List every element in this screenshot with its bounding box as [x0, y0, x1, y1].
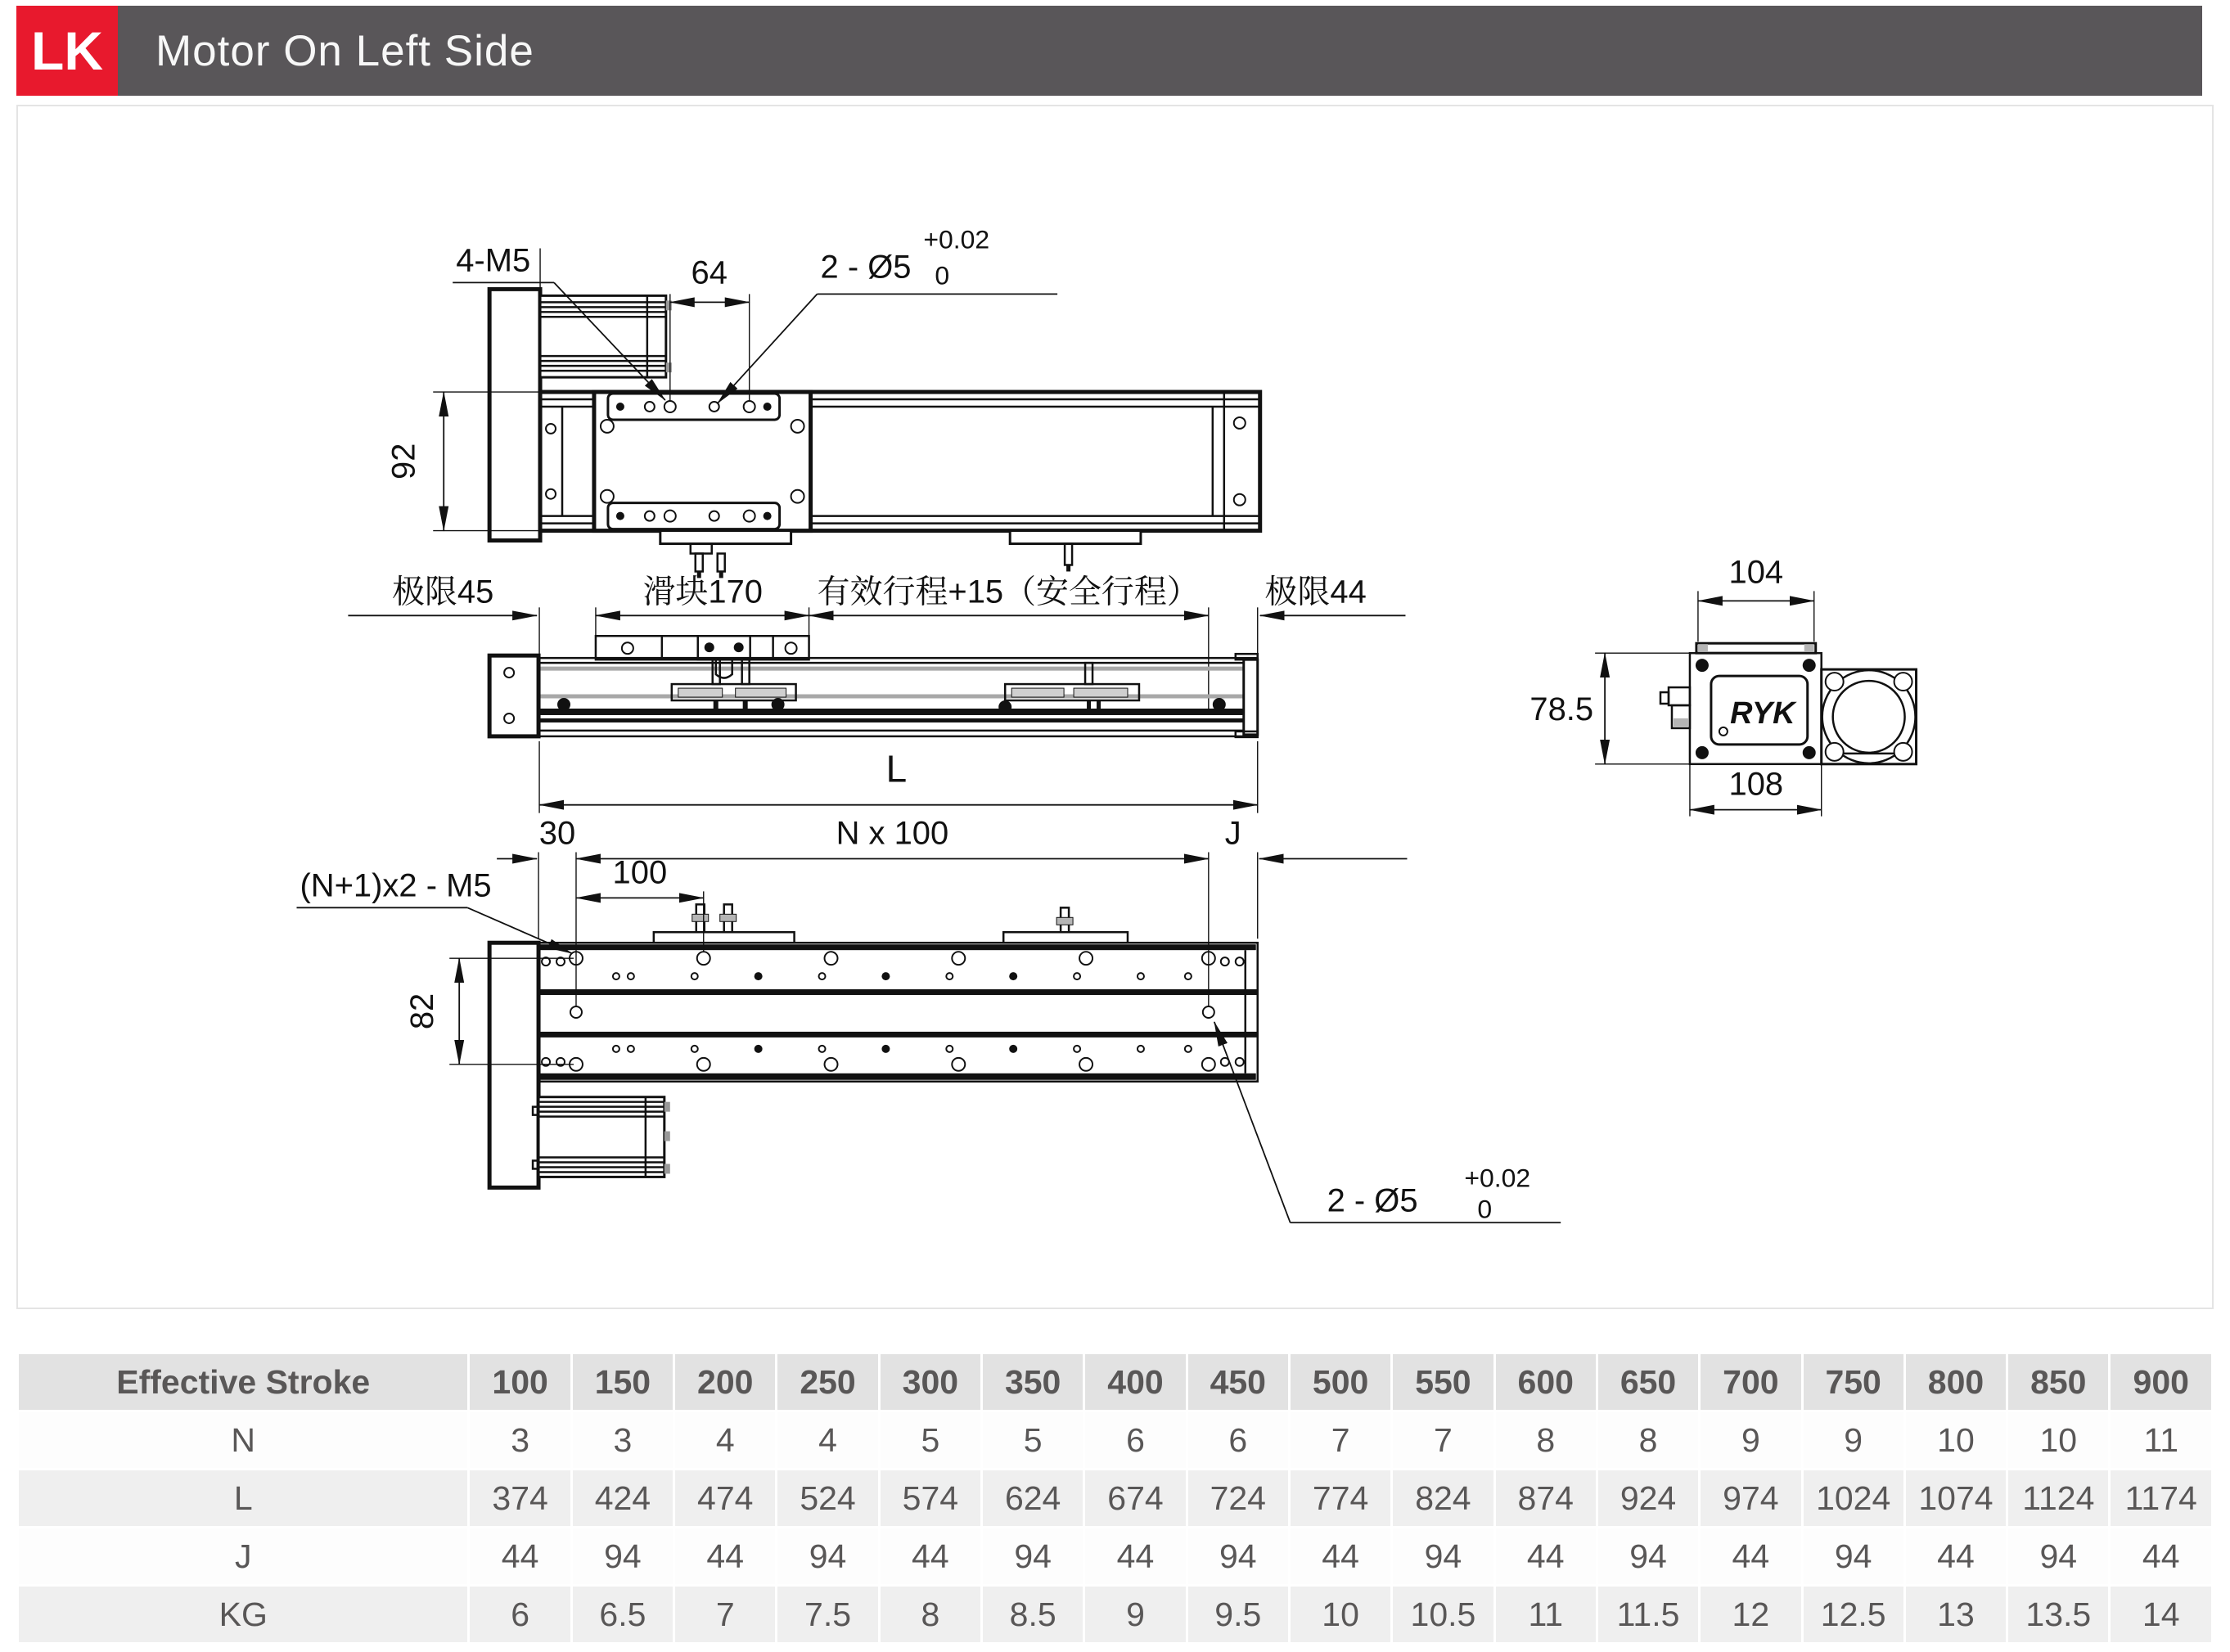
dim-104: 104: [1728, 554, 1784, 591]
table-cell: 44: [1701, 1528, 1800, 1584]
table-cell: 12: [1701, 1587, 1800, 1642]
table-row: [19, 1354, 2211, 1410]
table-cell: 9: [1085, 1587, 1185, 1642]
table-cell: 11: [2111, 1412, 2211, 1468]
table-cell: 3: [470, 1412, 570, 1468]
table-cell: 524: [777, 1470, 877, 1526]
table-cell: 200: [675, 1354, 775, 1410]
table-cell: 11.5: [1598, 1587, 1698, 1642]
table-cell: 10.5: [1393, 1587, 1493, 1642]
table-cell: 44: [1496, 1528, 1596, 1584]
table-cell: 750: [1804, 1354, 1903, 1410]
table-cell: 8: [881, 1587, 980, 1642]
table-cell: 8.5: [983, 1587, 1083, 1642]
row-label-KG: KG: [19, 1587, 467, 1642]
table-cell: 9: [1804, 1412, 1903, 1468]
dim-limit-right: 极限44: [1264, 574, 1367, 610]
table-cell: 94: [2008, 1528, 2108, 1584]
series-badge: LK: [16, 6, 118, 96]
table-cell: 94: [1188, 1528, 1288, 1584]
dim-nx100: N x 100: [836, 815, 949, 852]
table-cell: 874: [1496, 1470, 1596, 1526]
table-cell: 250: [777, 1354, 877, 1410]
dim-slider: 滑块170: [642, 574, 763, 610]
callout-2d5-bottom: 2 - Ø5: [1327, 1182, 1418, 1219]
technical-drawing: [18, 106, 2212, 1308]
table-cell: 1174: [2111, 1470, 2211, 1526]
table-cell: 5: [881, 1412, 980, 1468]
dim-82: 82: [404, 993, 441, 1030]
bottom-view: [296, 816, 1561, 1224]
table-cell: 44: [2111, 1528, 2211, 1584]
table-cell: 6.5: [573, 1587, 673, 1642]
col-effective-stroke: Effective Stroke: [19, 1354, 467, 1410]
table-cell: 1124: [2008, 1470, 2108, 1526]
table-cell: 10: [1291, 1587, 1390, 1642]
row-label-L: L: [19, 1470, 467, 1526]
table-cell: 424: [573, 1470, 673, 1526]
table-cell: 6: [1188, 1412, 1288, 1468]
table-cell: 8: [1598, 1412, 1698, 1468]
app-header: [16, 6, 2202, 96]
table-cell: 400: [1085, 1354, 1185, 1410]
table-cell: 44: [1906, 1528, 2006, 1584]
table-row: [19, 1412, 2211, 1468]
table-cell: 14: [2111, 1587, 2211, 1642]
dim-effective-stroke: 有效行程+15（安全行程）: [817, 574, 1200, 610]
table-cell: 5: [983, 1412, 1083, 1468]
top-view: [385, 225, 1259, 578]
tol-upper-bottom: +0.02: [1464, 1163, 1531, 1193]
table-cell: 7: [1393, 1412, 1493, 1468]
table-cell: 550: [1393, 1354, 1493, 1410]
mounting-holes: [542, 952, 1244, 1071]
table-cell: 650: [1598, 1354, 1698, 1410]
brand-logo: RYK: [1730, 695, 1795, 731]
table-cell: 374: [470, 1470, 570, 1526]
tol-upper-top: +0.02: [923, 224, 990, 254]
dim-J: J: [1224, 815, 1241, 852]
callout-4m5: 4-M5: [456, 242, 531, 279]
table-cell: 44: [881, 1528, 980, 1584]
dim-78-5: 78.5: [1529, 691, 1594, 727]
table-cell: 924: [1598, 1470, 1698, 1526]
row-label-N: N: [19, 1412, 467, 1468]
table-cell: 500: [1291, 1354, 1390, 1410]
dim-30: 30: [538, 815, 576, 852]
dim-limit-left: 极限45: [392, 574, 494, 610]
table-cell: 4: [675, 1412, 775, 1468]
drawing-canvas: [16, 105, 2214, 1309]
row-label-J: J: [19, 1528, 467, 1584]
tol-lower-top: 0: [935, 260, 950, 290]
dim-100: 100: [612, 854, 668, 891]
table-cell: 10: [2008, 1412, 2108, 1468]
table-cell: 44: [470, 1528, 570, 1584]
tol-lower-bottom: 0: [1477, 1194, 1493, 1224]
table-cell: 12.5: [1804, 1587, 1903, 1642]
table-cell: 1074: [1906, 1470, 2006, 1526]
page-title: Motor On Left Side: [155, 26, 534, 75]
dim-L: L: [885, 747, 908, 790]
table-cell: 974: [1701, 1470, 1800, 1526]
table-cell: 94: [573, 1528, 673, 1584]
spec-table-wrap: [16, 1352, 2214, 1645]
table-cell: 7: [1291, 1412, 1390, 1468]
table-cell: 700: [1701, 1354, 1800, 1410]
table-cell: 8: [1496, 1412, 1596, 1468]
table-cell: 94: [983, 1528, 1083, 1584]
table-cell: 824: [1393, 1470, 1493, 1526]
table-cell: 100: [470, 1354, 570, 1410]
end-view: [1529, 554, 1916, 816]
callout-2d5-top: 2 - Ø5: [820, 249, 912, 286]
table-cell: 724: [1188, 1470, 1288, 1526]
table-cell: 624: [983, 1470, 1083, 1526]
table-cell: 44: [1085, 1528, 1185, 1584]
table-cell: 900: [2111, 1354, 2211, 1410]
table-cell: 300: [881, 1354, 980, 1410]
table-row: [19, 1470, 2211, 1526]
table-cell: 474: [675, 1470, 775, 1526]
table-cell: 9.5: [1188, 1587, 1288, 1642]
table-cell: 800: [1906, 1354, 2006, 1410]
table-cell: 6: [1085, 1412, 1185, 1468]
table-cell: 7: [675, 1587, 775, 1642]
table-cell: 3: [573, 1412, 673, 1468]
table-row: [19, 1587, 2211, 1642]
table-cell: 44: [1291, 1528, 1390, 1584]
table-cell: 600: [1496, 1354, 1596, 1410]
table-cell: 94: [777, 1528, 877, 1584]
dim-64: 64: [691, 254, 728, 291]
table-cell: 7.5: [777, 1587, 877, 1642]
table-cell: 10: [1906, 1412, 2006, 1468]
table-cell: 1024: [1804, 1470, 1903, 1526]
side-view: [348, 574, 1405, 812]
table-row: [19, 1528, 2211, 1584]
table-cell: 6: [470, 1587, 570, 1642]
table-cell: 94: [1804, 1528, 1903, 1584]
table-cell: 44: [675, 1528, 775, 1584]
table-cell: 674: [1085, 1470, 1185, 1526]
table-cell: 450: [1188, 1354, 1288, 1410]
table-cell: 4: [777, 1412, 877, 1468]
stroke-table: [16, 1352, 2214, 1645]
dim-108: 108: [1728, 766, 1784, 803]
table-cell: 9: [1701, 1412, 1800, 1468]
table-cell: 150: [573, 1354, 673, 1410]
table-cell: 774: [1291, 1470, 1390, 1526]
callout-n1x2-m5: (N+1)x2 - M5: [300, 867, 492, 904]
table-cell: 13.5: [2008, 1587, 2108, 1642]
table-cell: 11: [1496, 1587, 1596, 1642]
table-cell: 13: [1906, 1587, 2006, 1642]
table-cell: 574: [881, 1470, 980, 1526]
dim-92: 92: [385, 443, 422, 479]
table-cell: 350: [983, 1354, 1083, 1410]
table-cell: 850: [2008, 1354, 2108, 1410]
table-cell: 94: [1598, 1528, 1698, 1584]
table-cell: 94: [1393, 1528, 1493, 1584]
